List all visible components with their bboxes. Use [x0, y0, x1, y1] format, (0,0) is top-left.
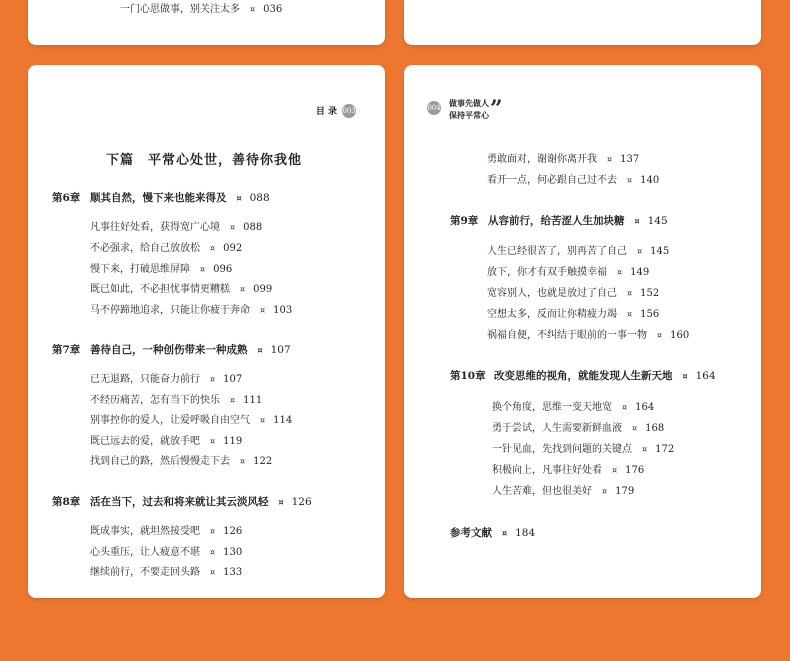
- toc-entry: 祸福自便，不纠结于眼前的一事一物 ¤ 160: [487, 330, 690, 341]
- toc-entry: 看开一点，何必跟自己过不去 ¤ 140: [487, 175, 660, 186]
- top-left-page-fragment: [28, 0, 385, 45]
- toc-entry: 勇于尝试，人生需要新鲜血液 ¤ 168: [492, 423, 665, 434]
- toc-entry: 宽容别人，也就是放过了自己 ¤ 152: [487, 288, 660, 299]
- toc-entry: 凡事往好处看，获得宽广心境 ¤ 088: [90, 222, 263, 233]
- toc-label: 目 录: [315, 107, 337, 117]
- toc-entry: 不经历痛苦，怎有当下的快乐 ¤ 111: [90, 395, 263, 406]
- right-page: [404, 65, 761, 598]
- toc-entry: 不必强求，给自己放放松 ¤ 092: [90, 243, 243, 254]
- toc-entry: 既已如此，不必担忧事情更糟糕 ¤ 099: [90, 284, 273, 295]
- toc-entry: 继续前行，不要走回头路 ¤ 133: [90, 567, 243, 578]
- toc-header: [316, 100, 356, 119]
- page-number-badge: 004: [427, 101, 441, 115]
- toc-entry: 人生已经很苦了，别再苦了自己 ¤ 145: [487, 246, 670, 257]
- toc-entry: 积极向上，凡事往好处看 ¤ 176: [492, 465, 645, 476]
- chapter-heading: 第6章 顺其自然，慢下来也能来得及 ¤ 088: [52, 192, 270, 204]
- top-right-page-fragment: [404, 0, 761, 45]
- book-title: 做事先做人 保持平常心: [449, 98, 489, 120]
- chapter-heading: 第9章 从容前行，给苦涩人生加块糖 ¤ 145: [450, 215, 668, 227]
- toc-entry: 人生苦难，但也很美好 ¤ 179: [492, 486, 635, 497]
- toc-entry: 既已远去的爱，就放手吧 ¤ 119: [90, 436, 243, 447]
- toc-entry: 换个角度，思维一变天地宽 ¤ 164: [492, 402, 655, 413]
- left-page: [28, 65, 385, 598]
- toc-entry: 心头重压，让人疲意不堪 ¤ 130: [90, 547, 243, 558]
- toc-entry: 已无退路，只能奋力前行 ¤ 107: [90, 374, 243, 385]
- references-entry: 参考文献 ¤ 184: [450, 527, 536, 539]
- toc-entry: 别事控你的爱人，让爱呼吸自由空气 ¤ 114: [90, 415, 293, 426]
- chapter-heading: 第8章 活在当下，过去和将来就让其云淡风轻 ¤ 126: [52, 496, 312, 508]
- toc-entry: 空想太多，反而让你精疲力竭 ¤ 156: [487, 309, 660, 320]
- toc-entry: 一门心思做事，别关注太多 ¤ 036: [120, 4, 283, 15]
- chapter-heading: 第10章 改变思维的视角，就能发现人生新天地 ¤ 164: [450, 370, 716, 382]
- toc-entry: 既成事实，就坦然接受吧 ¤ 126: [90, 526, 243, 537]
- toc-entry: 勇敢面对，谢谢你离开我 ¤ 137: [487, 154, 640, 165]
- toc-entry: 慢下来，打破思维屏障 ¤ 096: [90, 264, 233, 275]
- toc-entry: 找到自己的路，然后慢慢走下去 ¤ 122: [90, 456, 273, 467]
- section-title: 下篇 平常心处世，善待你我他: [106, 153, 303, 168]
- quote-mark: ”: [490, 96, 503, 122]
- toc-entry: 一针见血，先找到问题的关键点 ¤ 172: [492, 444, 675, 455]
- toc-entry: 放下，你才有双手触摸幸福 ¤ 149: [487, 267, 650, 278]
- toc-entry: 马不停蹄地追求，只能让你疲于奔命 ¤ 103: [90, 305, 293, 316]
- chapter-heading: 第7章 善待自己，一种创伤带来一种成熟 ¤ 107: [52, 344, 291, 356]
- page-number-badge: 003: [342, 104, 356, 118]
